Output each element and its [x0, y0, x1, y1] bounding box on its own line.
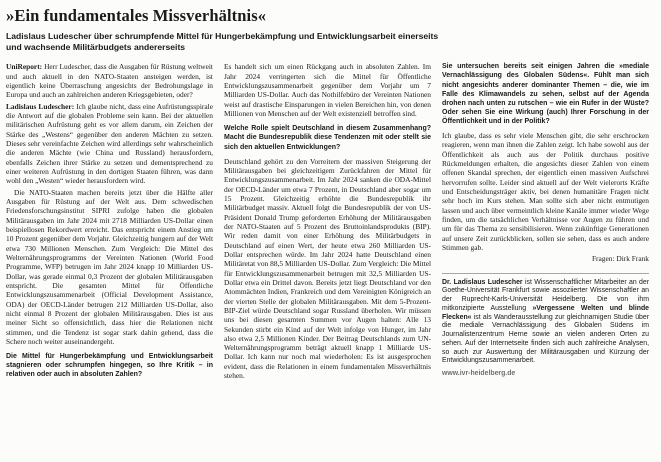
question-text: Herr Ludescher, dass die Ausgaben für Rüstung weltweit und auch aktuell in den NATO-Staaten ansteigen werden, ist eigentlich keine Überraschung angesichts der Bedrohungslage in Europa und auch an zahlreichen anderen Kriegsgebieten, oder?: [6, 62, 213, 100]
question-paragraph: [6, 62, 213, 99]
byline: Fragen: Dirk Frank: [591, 254, 649, 264]
question-paragraph: Welche Rolle spielt Deutschland in diesem Zusammenhang? Macht die Bundesrepublik diese Tendenzen mit oder stellt sie sich den aktuellen Entwicklungen?: [224, 125, 431, 151]
bio-name: Dr. Ladislaus Ludescher: [442, 278, 523, 286]
bio-text: ist Wissenschaftlicher Mitarbeiter an der Goethe-Universität Frankfurt sowie assoziierter Wissenschaftler an der Ruprecht-Karls-Universität Heidelberg. Die von ihm mitkonzipierte Ausstellung: [442, 278, 650, 312]
interviewee-label: Ladislaus Ludescher:: [6, 101, 75, 111]
column-1: [6, 62, 213, 384]
article-title: »Ein fundamentales Missverhältnis«: [6, 6, 267, 25]
column-3: [442, 62, 649, 384]
article-subtitle: Ladislaus Ludescher über schrumpfende Mittel für Hungerbekämpfung und Entwicklungsarbeit einerseits und wachsende Militärbudgets andererseits: [6, 31, 439, 53]
answer-paragraph: Deutschland gehört zu den Vorreitern der massiven Steigerung der Militärausgaben bei gleichzeitigem Zurückfahren der Mittel für Entwicklungszusammenarbeit. Im Jahr 2024 sanken die ODA-Mittel der OECD-Länder um etwa 7 Prozent, in Deutschland aber sogar um 15 Prozent. Gleichzeitig erhöhte die Bundesrepublik ihr Militärbudget massiv. Aktuell folgt die Bundesrepublik der von US-Präsident Donald Trump geforderten Erhöhung der Militärausgaben der NATO-Staaten auf 5 Prozent des Bruttoinlandsprodukts (BIP). Wir reden damit von einer Erhöhung des Militärbudgets in Deutschland auf einen Wert, der heute etwa 260 Milliarden US-Dollar entsprechen würde. Im Jahr 2024 hatte Deutschland einen Militäretat von 88,5 Milliarden US-Dollar. Zum Vergleich: Die Mittel für Entwicklungszusammenarbeit betrugen mit 32,5 Milliarden US-Dollar etwa ein Drittel davon. Bereits jetzt liegt Deutschland vor den Atommächten Indien, Frankreich und dem Vereinigten Königreich an der vierten Stelle der globalen Militärausgaben. Mit dem 5-Prozent-BIP-Ziel würde Deutschland sogar Russland überholen. Wir müssen uns bei diesen gesamten Summen vor Augen halten: Alle 13 Sekunden stirbt ein Kind auf der Welt infolge von Hunger, im Jahr also etwa 2,5 Millionen Kinder. Der Beitrag Deutschlands zum UN-Welternährungsprogramm beträgt aktuell knapp 1 Milliarde US-Dollar. Ich kann nur noch mal wiederholen: Es ist ausgesprochen evident, dass die Relationen in einem fundamentalen Missverhältnis stehen.: [224, 156, 431, 381]
question-paragraph: Sie untersuchen bereits seit einigen Jahren die »mediale Vernachlässigung des Globalen Südens«. Fühlt man sich nicht angesichts anderer dominanter Themen – die, wie im Falle des Klimawandels zu sehen, selbst auf der Agenda drohen nach unten zu rutschen – wie ein Rufer in der Wüste? Oder sehen Sie eine Wirkung (auch) Ihrer Forschung in der Öffentlichkeit und in der Politik?: [442, 63, 649, 125]
answer-paragraph: Es handelt sich um einen Rückgang auch in absoluten Zahlen. Im Jahr 2024 verringerten sich die Mittel für Öffentliche Entwicklungszusammenarbeit gegenüber dem Vorjahr um 7 Milliarden US-Dollar. Auch das Nothilfebüro der Vereinten Nationen weist auf drastische Einsparungen in vielen Bereichen hin, von denen Millionen von Menschen auf der Welt existenziell betroffen sind.: [224, 62, 431, 118]
interviewer-label: UniReport:: [6, 62, 43, 72]
article-header: [6, 6, 655, 53]
answer-text: Ich glaube nicht, dass eine Aufrüstungsspirale die Antwort auf die globalen Probleme sein kann. Bei der aktuellen militärischen Aufrüstung geht es vor allem darum, ein Zeichen der Stärke des „Westens“ gegenüber den anderen Mächten zu setzen. Dieses sehr vereinfachte Zeichen wird allerdings sehr wahrscheinlich die anderen Mächte (wie China und Russland) herausfordern, ebenfalls Zeichen ihrer Stärke zu setzen und dementsprechend zu einer weiteren Aufrüstung in den dortigen Staaten führen, was dann wohl den „Westen“ wieder herausfordern wird.: [6, 101, 214, 186]
answer-paragraph: Die NATO-Staaten machen bereits jetzt über die Hälfte aller Ausgaben für Rüstung auf der Welt aus. Dem schwedischen Friedensforschungsinstitut SIPRI zufolge haben die globalen Militärausgaben im Jahr 2024 mit 2718 Milliarden US-Dollar einen beispiellosen Rekordwert erreicht. Das entspricht einem Anstieg um 10 Prozent gegenüber dem Vorjahr. Gleichzeitig hungern auf der Welt etwa 730 Millionen Menschen. Zum Vergleich: Die Mittel des Welternährungsprogramms der Vereinten Nationen (World Food Programme, WFP) betrugen im Jahr 2024 knapp 10 Milliarden US-Dollar, was gerade einmal 0,3 Prozent der globalen Militärausgaben entspricht. Die gesamten Mittel für Öffentliche Entwicklungszusammenarbeit (Official Development Assistance, ODA) der OECD-Länder betrugen 212 Milliarden US-Dollar, also nicht einmal 8 Prozent der globalen Militärausgaben. Dies ist aus meiner Sicht so offensichtlich, dass hier die Relationen nicht stimmen, und die Tendenz ist sogar stark dahin gehend, dass die Schere noch weiter auseinandergeht.: [6, 187, 213, 346]
question-paragraph: Die Mittel für Hungerbekämpfung und Entwicklungsarbeit stagnieren oder schrumpfen hingegen, so Ihre Kritik – in relativen oder auch in absoluten Zahlen?: [6, 353, 213, 379]
bio-box: [442, 273, 649, 379]
column-2: [224, 62, 431, 384]
article-columns: [6, 62, 655, 384]
answer-paragraph: Ich glaube, dass es sehr viele Menschen gibt, die sehr erschrocken reagieren, wenn man ihnen die Zahlen zeigt. Ich habe sowohl aus der Öffentlichkeit als auch aus der Politik durchaus positive Rückmeldungen erhalten, die angesichts dieser Zahlen von einem offenen Skandal sprechen, der eigentlich einen massiven Aufschrei hervorrufen sollte. Leider sind aktuell auf der Welt vielerorts Kräfte und Entscheidungsträger aktiv, bei denen humanitäre Fragen nicht sehr hoch im Kurs stehen. Man sollte sich aber nicht entmutigen lassen und auch über vermeintlich kleine Kanäle immer wieder Wege finden, um die tatsächlichen Verhältnisse vor Augen zu führen und um für das Thema zu sensibilisieren. Wenn zukünftige Generationen auf unsere Zeit zurückblicken, sollen sie sehen, dass es auch andere Stimmen gab.: [442, 131, 649, 252]
bio-exhibition-title: »Vergessene Welten und blinde Flecken«: [442, 304, 649, 321]
bio-link[interactable]: www.ivr-heidelberg.de: [442, 370, 516, 378]
bio-text: ist als Wanderausstellung zur gleichnamigen Studie über die mediale Vernachlässigung des Globalen Südens im Journalistenzentrum Herne sowie an vielen anderen Orten zu sehen. Auf der Internetseite finden sich auch zahlreiche Analysen, so auch zur Auswertung der Militärausgaben und Kürzung der Entwicklungszusammenarbeit.: [442, 313, 649, 365]
answer-paragraph: [6, 102, 213, 186]
